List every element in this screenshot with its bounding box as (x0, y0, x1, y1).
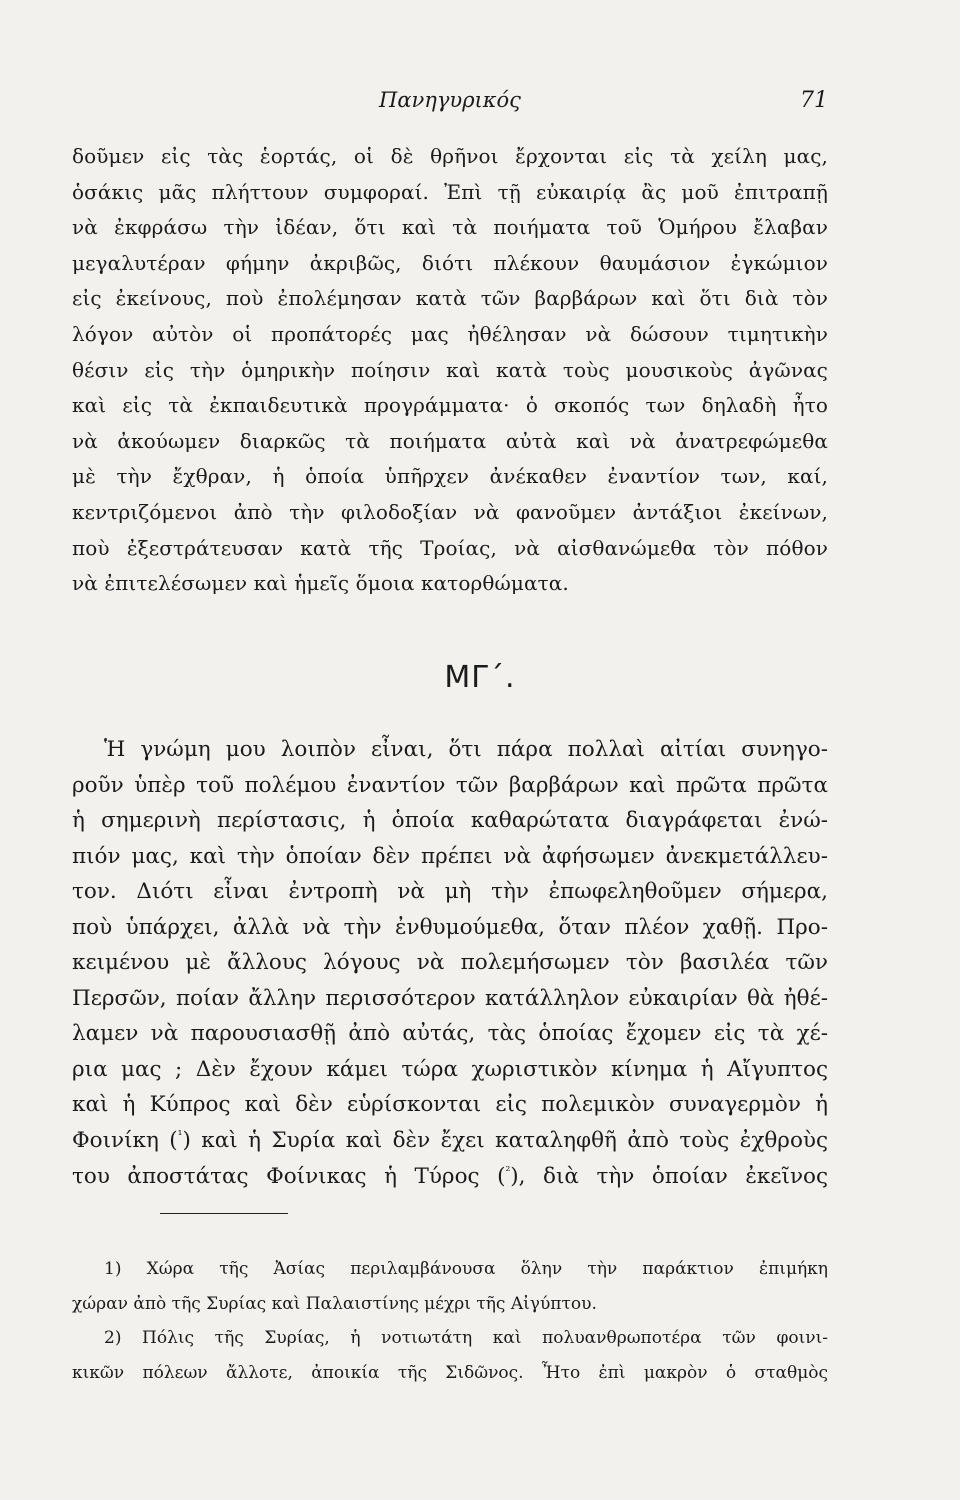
text-line: καὶ εἰς τὰ ἐκπαιδευτικὰ προγράμματα· ὁ σκοπός των δηλαδὴ ἦτο (72, 393, 828, 418)
running-title: Πανηγυρικός (379, 88, 521, 112)
text-line: νὰ ἐπιτελέσωμεν καὶ ἡμεῖς ὅμοια κατορθώματα. (72, 571, 569, 596)
page-header (72, 88, 828, 118)
text-line: ροῦν ὑπὲρ τοῦ πολέμου ἐναντίον τῶν βαρβάρων καὶ πρῶτα πρῶτα (72, 772, 828, 798)
text-line-with-footnote-ref (72, 1159, 828, 1195)
text-line: ποὺ ὑπάρχει, ἀλλὰ νὰ τὴν ἐνθυμούμεθα, ὅταν πλέον χαθῇ. Προ- (72, 914, 828, 940)
footnotes (72, 1252, 828, 1390)
footnote-line: χώραν ἀπὸ τῆς Συρίας καὶ Παλαιστίνης μέχρι τῆς Αἰγύπτου. (72, 1293, 597, 1314)
section-heading: ΜΓ΄. (444, 660, 516, 695)
text-line: θέσιν εἰς τὴν ὁμηρικὴν ποίησιν καὶ κατὰ τοὺς μουσικοὺς ἀγῶνας (72, 357, 828, 382)
text-line: τον. Διότι εἶναι ἐντροπὴ νὰ μὴ τὴν ἐπωφεληθοῦμεν σήμερα, (72, 879, 828, 905)
text-line: νὰ ἐκφράσω τὴν ἰδέαν, ὅτι καὶ τὰ ποιήματα τοῦ Ὁμήρου ἔλαβαν (72, 215, 828, 240)
text-line: μὲ τὴν ἔχθραν, ἡ ὁποία ὑπῆρχεν ἀνέκαθεν ἐναντίον των, καί, (72, 464, 828, 489)
text-line: κειμένου μὲ ἄλλους λόγους νὰ πολεμήσωμεν τὸν βασιλέα τῶν (72, 950, 828, 976)
text-line: πιόν μας, καὶ τὴν ὁποίαν δὲν πρέπει νὰ ἀφήσωμεν ἀνεκμετάλλευ- (72, 843, 828, 869)
footnote-ref-2: ² (505, 1163, 511, 1178)
paragraph-1 (72, 139, 828, 602)
text-line: κεντριζόμενοι ἀπὸ τὴν φιλοδοξίαν νὰ φανοῦμεν ἀντάξιοι ἐκείνων, (72, 499, 828, 524)
text-line: ρια μας ; Δὲν ἔχουν κάμει τώρα χωριστικὸν κίνημα ἡ Αἴγυπτος (72, 1056, 828, 1082)
footnote-separator (160, 1213, 288, 1214)
text-segment: ) καὶ ἡ Συρία καὶ δὲν ἔχει καταληφθῆ ἀπὸ τοὺς ἐχθροὺς (182, 1128, 828, 1154)
text-line: δοῦμεν εἰς τὰς ἑορτάς, οἱ δὲ θρῆνοι ἔρχονται εἰς τὰ χείλη μας, (72, 144, 828, 168)
text-line: ποὺ ἐξεστράτευσαν κατὰ τῆς Τροίας, νὰ αἰσθανώμεθα τὸν πόθον (72, 535, 828, 560)
text-segment: Φοινίκη ( (72, 1128, 178, 1154)
text-segment: ), διὰ τὴν ὁποίαν ἐκεῖνος (510, 1163, 828, 1189)
text-line: εἰς ἐκείνους, ποὺ ἐπολέμησαν κατὰ τῶν βαρβάρων καὶ ὅτι διὰ τὸν (72, 286, 828, 311)
footnote-line: κικῶν πόλεων ἄλλοτε, ἀποικία τῆς Σιδῶνος. Ἦτο ἐπὶ μακρὸν ὁ σταθμὸς (72, 1362, 828, 1383)
text-line: λόγον αὐτὸν οἱ προπάτορές μας ἠθέλησαν νὰ δώσουν τιμητικὴν (72, 321, 828, 346)
text-line: Περσῶν, ποίαν ἄλλην περισσότερον κατάλληλον εὐκαιρίαν θὰ ἠθέ- (72, 985, 828, 1011)
page-number: 71 (800, 88, 828, 113)
text-line: λαμεν νὰ παρουσιασθῇ ἀπὸ αὐτάς, τὰς ὁποίας ἔχομεν εἰς τὰ χέ- (72, 1021, 828, 1047)
text-line: ὁσάκις μᾶς πλήττουν συμφοραί. Ἐπὶ τῇ εὐκαιρίᾳ ἂς μοῦ ἐπιτραπῇ (72, 179, 828, 204)
paragraph-2 (72, 732, 828, 1194)
text-line: μεγαλυτέραν φήμην ἀκριβῶς, διότι πλέκουν θαυμάσιον ἐγκώμιον (72, 250, 828, 275)
text-line-with-footnote-ref (72, 1123, 828, 1159)
text-line: Ἡ γνώμη μου λοιπὸν εἶναι, ὅτι πάρα πολλαὶ αἰτίαι συνηγο- (104, 737, 828, 762)
text-segment: του ἀποστάτας Φοίνικας ἡ Τύρος ( (72, 1163, 506, 1189)
footnote-line: 1) Χώρα τῆς Ἀσίας περιλαμβάνουσα ὅλην τὴν παράκτιον ἐπιμήκη (104, 1259, 828, 1279)
text-line: καὶ ἡ Κύπρος καὶ δὲν εὑρίσκονται εἰς πολεμικὸν συναγερμὸν ἡ (72, 1092, 828, 1118)
footnote-ref-1: ¹ (177, 1127, 183, 1142)
text-line: νὰ ἀκούωμεν διαρκῶς τὰ ποιήματα αὐτὰ καὶ νὰ ἀνατρεφώμεθα (72, 428, 828, 453)
text-line: ἡ σημερινὴ περίστασις, ἡ ὁποία καθαρώτατα διαγράφεται ἐνώ- (72, 808, 828, 834)
footnote-line: 2) Πόλις τῆς Συρίας, ἡ νοτιωτάτη καὶ πολυανθρωποτέρα τῶν φοινι- (104, 1328, 828, 1348)
